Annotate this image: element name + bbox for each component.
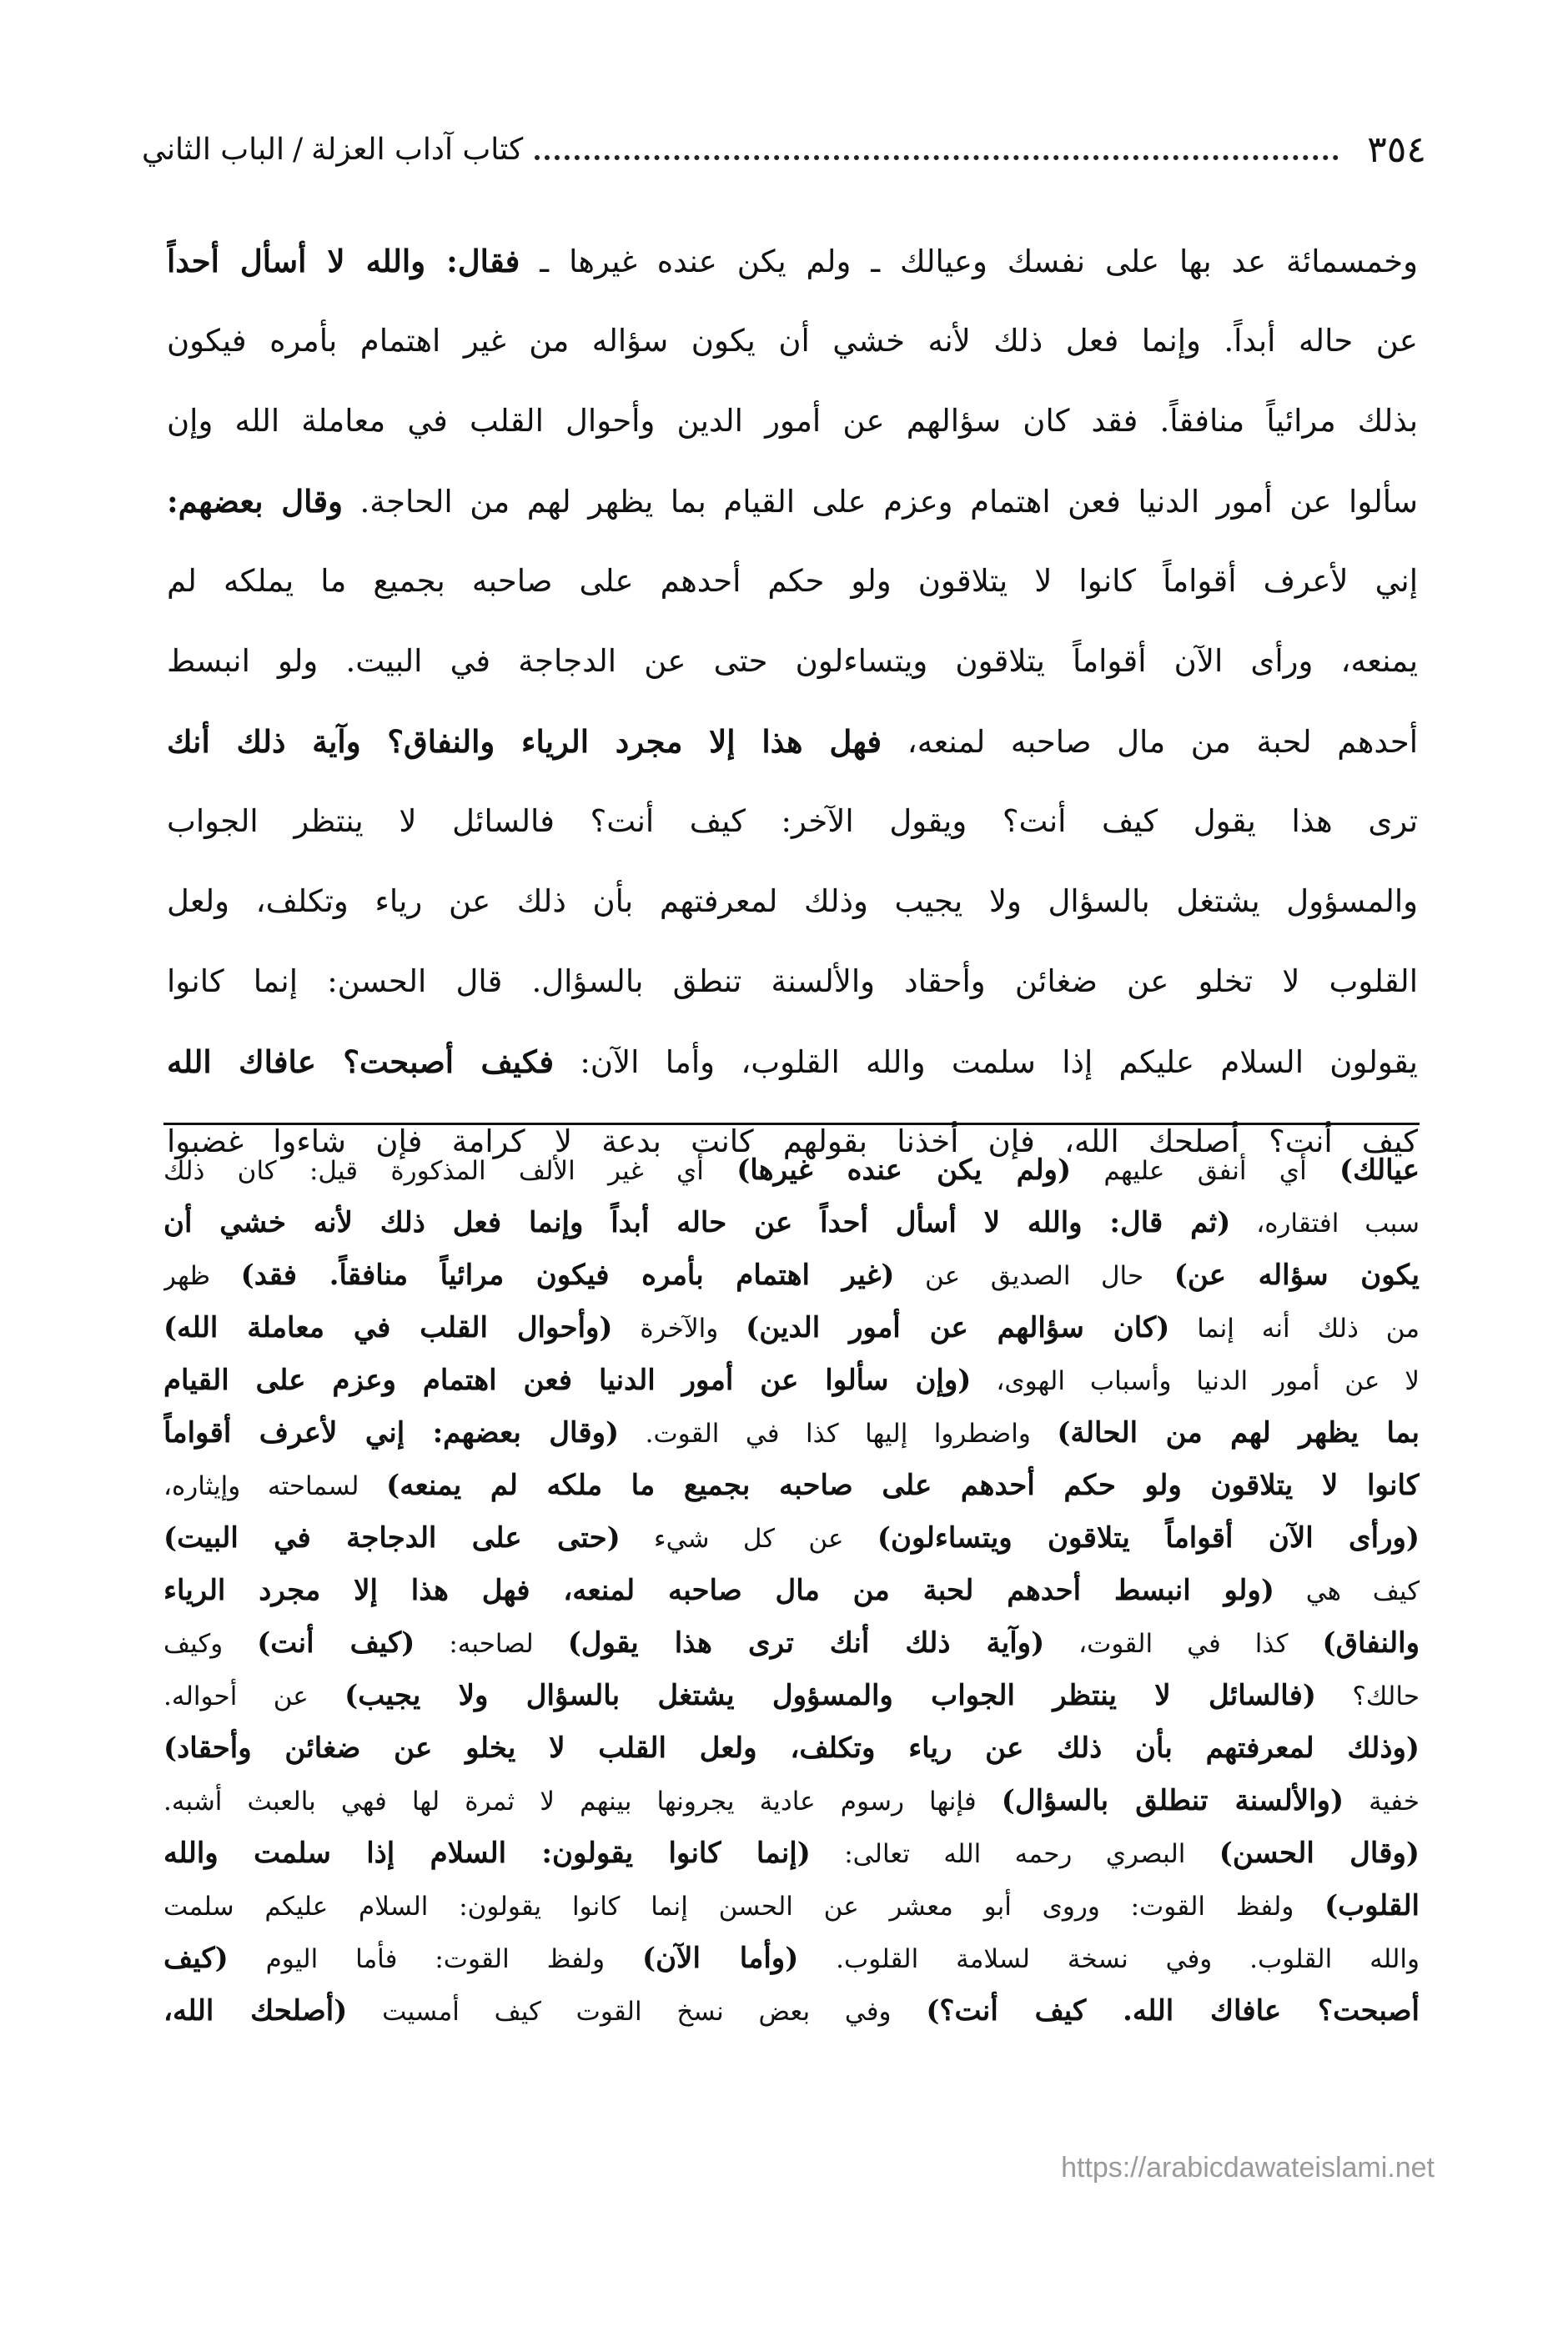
main-text-bold-run: فهل هذا إلا مجرد الرياء والنفاق؟ وآية ذلك أنك [167,723,882,760]
main-text-line [167,701,1418,782]
commentary-run: فإنها رسوم عادية يجرونها بينهم لا ثمرة لها فهي بالعبث أشبه. [163,1787,1002,1817]
main-text-run: ترى هذا يقول كيف أنت؟ ويقول الآخر: كيف أنت؟ فالسائل لا ينتظر الجواب [167,803,1418,839]
commentary-line [163,1460,1420,1512]
main-text-line [167,461,1418,541]
commentary-run: سبب افتقاره، [1230,1209,1420,1239]
commentary-line [163,1670,1420,1722]
commentary-run: أي أنفق عليهم [1071,1156,1339,1186]
commentary-run: والآخرة [612,1314,746,1344]
commentary-run: ظهر [163,1261,241,1291]
running-header [142,117,1426,183]
commentary-run: لصاحبه: [415,1629,568,1659]
commentary-run: عن أحواله. [163,1681,345,1711]
commentary-run: البصري رحمه الله تعالى: [810,1839,1219,1869]
commentary-quoted-run: (حتى على الدجاجة في البيت) [163,1521,621,1555]
commentary-run: حال الصديق عن [894,1261,1174,1291]
commentary-run: كيف هي [1274,1576,1420,1606]
main-text-line [167,942,1418,1022]
main-text-bold-run: وقال بعضهم: [167,483,343,520]
commentary-quoted-run: (وأحوال القلب في معاملة الله) [163,1311,613,1344]
commentary-line [163,1565,1420,1617]
commentary-quoted-run: كانوا لا يتلاقون ولو حكم أحدهم على صاحبه بجميع ما ملكه لم يمنعه) [386,1469,1420,1502]
commentary-line [163,1249,1420,1302]
commentary-run: عن كل شيء [620,1524,877,1554]
commentary-line [163,1512,1420,1565]
main-text-line [167,621,1418,701]
commentary-quoted-run: (كيف [163,1942,229,1975]
header-dot-leader [535,155,1339,160]
commentary-quoted-run: (وقال بعضهم: إني لأعرف أقواماً [163,1416,620,1450]
main-text-line [167,541,1418,621]
commentary-run: حالك؟ [1315,1681,1420,1711]
commentary-line [163,1827,1420,1880]
commentary-quoted-run: (كيف أنت) [257,1626,415,1660]
commentary-run: وفي بعض نسخ القوت كيف أمسيت [347,1997,927,2027]
commentary-quoted-run: (ورأى الآن أقواماً يتلاقون ويتساءلون) [877,1521,1420,1555]
commentary-line [163,1407,1420,1460]
commentary-line [163,1144,1420,1197]
commentary-line [163,1354,1420,1407]
commentary-line [163,1775,1420,1827]
main-text-line [167,782,1418,862]
commentary-run: ولفظ القوت: وروى أبو معشر عن الحسن إنما كانوا يقولون: السلام عليكم سلمت [163,1892,1325,1922]
commentary-run: أي غير الألف المذكورة قيل: كان ذلك [163,1156,737,1186]
commentary-quoted-run: (ثم قال: والله لا أسأل أحداً عن حاله أبداً وإنما فعل ذلك لأنه خشي أن [163,1206,1231,1239]
commentary-quoted-run: (غير اهتمام بأمره فيكون مرائياً منافقاً. فقد) [240,1259,895,1292]
commentary-run: كذا في القوت، [1044,1629,1323,1659]
main-text-line [167,862,1418,942]
main-text-bold-run: فكيف أصبحت؟ عافاك الله [167,1043,555,1080]
commentary-line [163,1302,1420,1354]
commentary-run: خفية [1344,1787,1420,1817]
commentary-run: لا عن أمور الدنيا وأسباب الهوى، [971,1366,1420,1396]
commentary-line [163,1880,1420,1932]
main-text-run: كيف أنت؟ أصلحك الله، فإن أخذنا بقولهم كانت بدعة لا كرامة فإن شاءوا غضبوا [167,1123,1418,1159]
main-text-run: أحدهم لحبة من مال صاحبه لمنعه، [882,724,1418,760]
main-text-run: إني لأعرف أقواماً كانوا لا يتلاقون ولو حكم أحدهم على صاحبه بجميع ما يملكه لم [167,563,1418,599]
main-text-run: والمسؤول يشتغل بالسؤال ولا يجيب وذلك لمعرفتهم بأن ذلك عن رياء وتكلف، ولعل [167,883,1418,919]
main-text-line [167,1022,1418,1102]
commentary-line [163,1617,1420,1670]
commentary-line [163,1197,1420,1249]
commentary-text [163,1144,1420,2038]
main-text-run: بذلك مرائياً منافقاً. فقد كان سؤالهم عن أمور الدين وأحوال القلب في معاملة الله وإن [167,403,1418,439]
commentary-quoted-run: (أصلحك الله، [163,1994,348,2028]
commentary-run: والله القلوب. وفي نسخة لسلامة القلوب. [798,1944,1420,1974]
commentary-quoted-run: (وإن سألوا عن أمور الدنيا فعن اهتمام وعزم على القيام [163,1364,972,1397]
main-text-run: يقولون السلام عليكم إذا سلمت والله القلوب، وأما الآن: [554,1044,1418,1080]
page-number: ٣٥٤ [1367,128,1426,171]
commentary-quoted-run: والنفاق) [1322,1626,1420,1660]
main-text-run: القلوب لا تخلو عن ضغائن وأحقاد والألسنة تنطق بالسؤال. قال الحسن: إنما كانوا [167,963,1418,999]
commentary-run: واضطروا إليها كذا في القوت. [619,1419,1058,1449]
commentary-quoted-run: أصبحت؟ عافاك الله. كيف أنت؟) [926,1994,1420,2028]
commentary-line [163,1932,1420,1985]
commentary-quoted-run: يكون سؤاله عن) [1173,1259,1420,1292]
watermark-url: https://arabicdawateislami.net [1061,2152,1435,2184]
commentary-quoted-run: (ولم يكن عنده غيرها) [736,1153,1072,1187]
main-text-line [167,301,1418,381]
commentary-quoted-run: (كان سؤالهم عن أمور الدين) [746,1311,1170,1344]
main-text-run: وخمسمائة عد بها على نفسك وعيالك ـ ولم يكن عنده غيرها ـ [520,244,1418,279]
main-text [167,221,1418,1182]
main-text-run: يمنعه، ورأى الآن أقواماً يتلاقون ويتساءلون حتى عن الدجاجة في البيت. ولو انبسط [167,643,1418,679]
header-title [142,135,523,165]
commentary-line [163,1722,1420,1775]
commentary-quoted-run: (ولو انبسط أحدهم لحبة من مال صاحبه لمنعه، فهل هذا إلا مجرد الرياء [163,1574,1274,1607]
commentary-quoted-run: (وآية ذلك أنك ترى هذا يقول) [567,1626,1045,1660]
commentary-quoted-run: عيالك) [1339,1153,1420,1187]
commentary-quoted-run: (وقال الحسن) [1219,1837,1420,1870]
main-text-run: سألوا عن أمور الدنيا فعن اهتمام وعزم على القيام بما يظهر لهم من الحاجة. [342,484,1418,520]
main-text-line [167,381,1418,461]
commentary-quoted-run: القلوب) [1324,1889,1420,1922]
commentary-quoted-run: (والألسنة تنطلق بالسؤال) [1001,1784,1344,1817]
main-text-line [167,221,1418,301]
commentary-quoted-run: (وذلك لمعرفتهم بأن ذلك عن رياء وتكلف، ولعل القلب لا يخلو عن ضغائن وأحقاد) [163,1731,1420,1765]
commentary-run: من ذلك أنه إنما [1169,1314,1420,1344]
commentary-run: ولفظ القوت: فأما اليوم [228,1944,642,1974]
commentary-quoted-run: (وأما الآن) [642,1942,799,1975]
commentary-separator-rule [163,1123,1420,1125]
commentary-run: لسماحته وإيثاره، [163,1471,387,1501]
main-text-run: عن حاله أبداً. وإنما فعل ذلك لأنه خشي أن يكون سؤاله من غير اهتمام بأمره فيكون [167,323,1418,359]
commentary-quoted-run: بما يظهر لهم من الحالة) [1057,1416,1420,1450]
chapter-title: الباب الثاني [142,133,284,167]
commentary-quoted-run: (إنما كانوا يقولون: السلام إذا سلمت والله [163,1837,811,1870]
main-text-bold-run: فقال: والله لا أسأل أحداً [167,243,520,279]
header-separator: / [292,133,304,167]
book-title: كتاب آداب العزلة [311,133,524,167]
commentary-quoted-run: (فالسائل لا ينتظر الجواب والمسؤول يشتغل بالسؤال ولا يجيب) [344,1679,1316,1712]
commentary-run: وكيف [163,1629,258,1659]
commentary-line [163,1985,1420,2038]
